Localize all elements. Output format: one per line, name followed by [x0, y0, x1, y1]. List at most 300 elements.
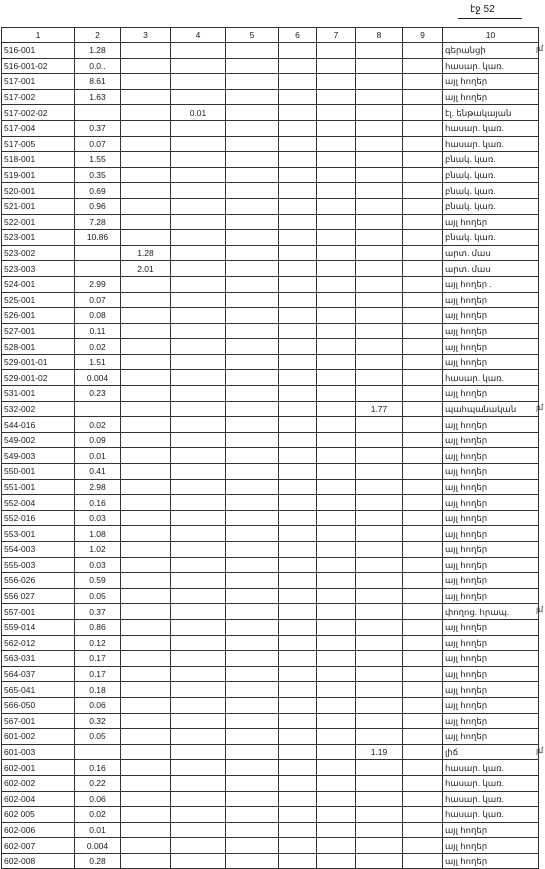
value-cell: [279, 775, 317, 791]
land-use-cell: այլ հողեր: [443, 651, 539, 667]
value-cell: [279, 74, 317, 90]
column-header: 9: [403, 28, 443, 43]
value-cell: 0.37: [75, 604, 121, 620]
table-row: [2, 791, 539, 807]
land-use-cell: այլ հողեր: [443, 822, 539, 838]
value-cell: [121, 198, 171, 214]
value-cell: [121, 136, 171, 152]
value-cell: [226, 697, 279, 713]
value-cell: 2.01: [121, 261, 171, 277]
value-cell: [171, 152, 226, 168]
margin-mark: յմ: [536, 44, 544, 53]
parcel-code-cell: 523-002: [2, 245, 75, 261]
header-row: [2, 28, 539, 43]
value-cell: [171, 729, 226, 745]
value-cell: [356, 510, 403, 526]
value-cell: 0.08: [75, 308, 121, 324]
land-use-cell: բնակ. կառ.: [443, 198, 539, 214]
value-cell: [226, 651, 279, 667]
value-cell: [226, 604, 279, 620]
value-cell: [279, 682, 317, 698]
parcel-code-cell: 556 027: [2, 588, 75, 604]
value-cell: [279, 136, 317, 152]
value-cell: [171, 292, 226, 308]
value-cell: [121, 791, 171, 807]
value-cell: [403, 635, 443, 651]
table-row: [2, 464, 539, 480]
value-cell: [226, 74, 279, 90]
land-use-cell: այլ հողեր: [443, 635, 539, 651]
parcel-code-cell: 602-007: [2, 838, 75, 854]
table-row: [2, 417, 539, 433]
value-cell: [403, 853, 443, 869]
value-cell: 0.09: [75, 432, 121, 448]
value-cell: [121, 152, 171, 168]
value-cell: [75, 744, 121, 760]
value-cell: [171, 214, 226, 230]
value-cell: [226, 120, 279, 136]
value-cell: [403, 729, 443, 745]
value-cell: [226, 308, 279, 324]
table-row: [2, 619, 539, 635]
parcel-code-cell: 563-031: [2, 651, 75, 667]
table-row: [2, 214, 539, 230]
value-cell: [317, 74, 356, 90]
value-cell: [279, 417, 317, 433]
value-cell: [356, 339, 403, 355]
value-cell: [403, 557, 443, 573]
land-use-cell: հասար. կառ.: [443, 58, 539, 74]
value-cell: [403, 43, 443, 59]
value-cell: [279, 791, 317, 807]
column-header: 5: [226, 28, 279, 43]
value-cell: 0.23: [75, 386, 121, 402]
value-cell: [356, 89, 403, 105]
value-cell: [317, 432, 356, 448]
value-cell: [279, 198, 317, 214]
value-cell: [356, 370, 403, 386]
value-cell: [226, 261, 279, 277]
value-cell: [171, 495, 226, 511]
value-cell: [279, 479, 317, 495]
page-number-underline: [458, 18, 522, 19]
value-cell: [171, 261, 226, 277]
value-cell: [356, 697, 403, 713]
land-use-cell: այլ հողեր: [443, 432, 539, 448]
value-cell: [356, 261, 403, 277]
land-use-cell: այլ հողեր: [443, 448, 539, 464]
table-row: [2, 105, 539, 121]
land-use-cell: այլ հողեր: [443, 838, 539, 854]
parcel-code-cell: 517-004: [2, 120, 75, 136]
value-cell: [317, 479, 356, 495]
value-cell: [226, 370, 279, 386]
parcel-code-cell: 525-001: [2, 292, 75, 308]
value-cell: [171, 479, 226, 495]
value-cell: [356, 386, 403, 402]
value-cell: [403, 261, 443, 277]
parcel-code-cell: 517-002-02: [2, 105, 75, 121]
value-cell: [356, 666, 403, 682]
parcel-code-cell: 529-001-02: [2, 370, 75, 386]
value-cell: [226, 198, 279, 214]
value-cell: 1.77: [356, 401, 403, 417]
column-header: 4: [171, 28, 226, 43]
value-cell: [226, 729, 279, 745]
value-cell: 0.16: [75, 760, 121, 776]
value-cell: [403, 58, 443, 74]
value-cell: [279, 510, 317, 526]
value-cell: [279, 370, 317, 386]
value-cell: 0.17: [75, 666, 121, 682]
value-cell: [317, 573, 356, 589]
value-cell: [403, 230, 443, 246]
value-cell: [403, 619, 443, 635]
table-row: [2, 635, 539, 651]
value-cell: [121, 292, 171, 308]
value-cell: [226, 635, 279, 651]
parcel-code-cell: 552-004: [2, 495, 75, 511]
table-row: [2, 308, 539, 324]
value-cell: [279, 526, 317, 542]
parcel-code-cell: 523-001: [2, 230, 75, 246]
column-header: 2: [75, 28, 121, 43]
value-cell: 8.61: [75, 74, 121, 90]
value-cell: [75, 261, 121, 277]
value-cell: [171, 588, 226, 604]
value-cell: [171, 89, 226, 105]
value-cell: [317, 791, 356, 807]
value-cell: [403, 417, 443, 433]
value-cell: [171, 58, 226, 74]
value-cell: [403, 697, 443, 713]
value-cell: [356, 167, 403, 183]
land-use-cell: այլ հողեր: [443, 588, 539, 604]
value-cell: [317, 230, 356, 246]
value-cell: [121, 713, 171, 729]
value-cell: [121, 339, 171, 355]
value-cell: [226, 136, 279, 152]
parcel-code-cell: 564-037: [2, 666, 75, 682]
land-use-cell: փողոց. հրապ.: [443, 604, 539, 620]
value-cell: [403, 807, 443, 823]
value-cell: [356, 822, 403, 838]
value-cell: [356, 588, 403, 604]
value-cell: [171, 666, 226, 682]
value-cell: [356, 136, 403, 152]
value-cell: [279, 183, 317, 199]
column-header: 7: [317, 28, 356, 43]
value-cell: [317, 152, 356, 168]
value-cell: [317, 323, 356, 339]
value-cell: [121, 853, 171, 869]
value-cell: [121, 604, 171, 620]
value-cell: [279, 432, 317, 448]
value-cell: [317, 89, 356, 105]
value-cell: [226, 43, 279, 59]
value-cell: 2.99: [75, 276, 121, 292]
value-cell: [403, 651, 443, 667]
table-row: [2, 853, 539, 869]
value-cell: [171, 339, 226, 355]
value-cell: 0.12: [75, 635, 121, 651]
value-cell: [121, 120, 171, 136]
value-cell: [403, 495, 443, 511]
value-cell: [317, 198, 356, 214]
table-row: [2, 542, 539, 558]
value-cell: 0.22: [75, 775, 121, 791]
value-cell: [317, 635, 356, 651]
value-cell: [356, 120, 403, 136]
value-cell: 2.98: [75, 479, 121, 495]
value-cell: [403, 510, 443, 526]
land-use-cell: այլ հողեր: [443, 417, 539, 433]
parcel-code-cell: 602 005: [2, 807, 75, 823]
parcel-code-cell: 565-041: [2, 682, 75, 698]
value-cell: [171, 230, 226, 246]
value-cell: [226, 230, 279, 246]
value-cell: 0.03: [75, 510, 121, 526]
value-cell: [171, 807, 226, 823]
value-cell: [171, 120, 226, 136]
parcel-code-cell: 532-002: [2, 401, 75, 417]
value-cell: 1.28: [121, 245, 171, 261]
value-cell: [356, 230, 403, 246]
table-row: [2, 167, 539, 183]
value-cell: [226, 448, 279, 464]
value-cell: [121, 401, 171, 417]
value-cell: [403, 542, 443, 558]
value-cell: [317, 713, 356, 729]
value-cell: [121, 74, 171, 90]
value-cell: [121, 386, 171, 402]
value-cell: 0.01: [75, 822, 121, 838]
value-cell: [403, 432, 443, 448]
value-cell: [75, 401, 121, 417]
land-use-cell: այլ հողեր: [443, 214, 539, 230]
value-cell: [317, 58, 356, 74]
value-cell: [171, 198, 226, 214]
table-row: [2, 198, 539, 214]
value-cell: [403, 198, 443, 214]
value-cell: [226, 167, 279, 183]
table-row: [2, 448, 539, 464]
value-cell: [403, 760, 443, 776]
value-cell: [279, 230, 317, 246]
value-cell: [171, 183, 226, 199]
value-cell: [317, 807, 356, 823]
value-cell: [279, 261, 317, 277]
value-cell: [121, 619, 171, 635]
value-cell: 0.37: [75, 120, 121, 136]
value-cell: [171, 573, 226, 589]
value-cell: [121, 838, 171, 854]
value-cell: [317, 308, 356, 324]
land-use-cell: արտ. մաս: [443, 245, 539, 261]
value-cell: [279, 167, 317, 183]
parcel-code-cell: 602-006: [2, 822, 75, 838]
value-cell: [403, 822, 443, 838]
value-cell: [226, 58, 279, 74]
table-row: [2, 245, 539, 261]
parcel-code-cell: 550-001: [2, 464, 75, 480]
value-cell: [171, 838, 226, 854]
value-cell: [403, 276, 443, 292]
land-use-cell: այլ հողեր: [443, 713, 539, 729]
value-cell: [121, 167, 171, 183]
table-row: [2, 136, 539, 152]
value-cell: [403, 838, 443, 854]
parcel-code-cell: 517-002: [2, 89, 75, 105]
land-use-cell: այլ հողեր: [443, 495, 539, 511]
value-cell: [121, 775, 171, 791]
value-cell: [403, 74, 443, 90]
value-cell: [279, 542, 317, 558]
value-cell: [317, 729, 356, 745]
value-cell: [403, 354, 443, 370]
value-cell: [121, 214, 171, 230]
value-cell: [121, 308, 171, 324]
land-use-cell: այլ հողեր: [443, 526, 539, 542]
value-cell: [403, 214, 443, 230]
value-cell: [317, 526, 356, 542]
value-cell: [356, 526, 403, 542]
parcel-code-cell: 602-008: [2, 853, 75, 869]
value-cell: [317, 588, 356, 604]
value-cell: [226, 760, 279, 776]
parcel-code-cell: 520-001: [2, 183, 75, 199]
value-cell: [279, 760, 317, 776]
value-cell: [279, 354, 317, 370]
table-row: [2, 557, 539, 573]
value-cell: [171, 136, 226, 152]
value-cell: [356, 276, 403, 292]
land-use-cell: հասար. կառ.: [443, 760, 539, 776]
value-cell: [356, 651, 403, 667]
table-row: [2, 651, 539, 667]
value-cell: [171, 526, 226, 542]
value-cell: [171, 448, 226, 464]
land-use-cell: հասար. կառ.: [443, 775, 539, 791]
land-use-cell: այլ հողեր: [443, 323, 539, 339]
land-use-cell: այլ հողեր: [443, 386, 539, 402]
table-row: [2, 370, 539, 386]
value-cell: [226, 323, 279, 339]
value-cell: [121, 526, 171, 542]
land-use-cell: այլ հողեր: [443, 510, 539, 526]
value-cell: [226, 464, 279, 480]
parcel-code-cell: 516-001: [2, 43, 75, 59]
parcel-code-cell: 602-002: [2, 775, 75, 791]
value-cell: [279, 308, 317, 324]
value-cell: [121, 464, 171, 480]
value-cell: [356, 604, 403, 620]
ledger-body: [2, 43, 539, 869]
value-cell: [121, 682, 171, 698]
value-cell: [121, 432, 171, 448]
land-use-cell: հասար. կառ.: [443, 807, 539, 823]
value-cell: [226, 791, 279, 807]
value-cell: 0.004: [75, 838, 121, 854]
value-cell: [171, 354, 226, 370]
value-cell: [121, 573, 171, 589]
value-cell: [226, 542, 279, 558]
parcel-code-cell: 531-001: [2, 386, 75, 402]
value-cell: [226, 183, 279, 199]
value-cell: [171, 542, 226, 558]
value-cell: [356, 542, 403, 558]
value-cell: [226, 276, 279, 292]
table-row: [2, 729, 539, 745]
value-cell: [356, 635, 403, 651]
value-cell: [171, 791, 226, 807]
value-cell: [403, 152, 443, 168]
value-cell: [279, 635, 317, 651]
value-cell: 0.86: [75, 619, 121, 635]
parcel-code-cell: 524-001: [2, 276, 75, 292]
land-use-cell: այլ հողեր: [443, 697, 539, 713]
value-cell: [356, 557, 403, 573]
value-cell: [356, 43, 403, 59]
parcel-code-cell: 544-016: [2, 417, 75, 433]
land-use-cell: այլ հողեր: [443, 557, 539, 573]
value-cell: [171, 167, 226, 183]
land-use-cell: այլ հողեր: [443, 308, 539, 324]
value-cell: [317, 386, 356, 402]
value-cell: 0.69: [75, 183, 121, 199]
value-cell: 0.05: [75, 588, 121, 604]
column-header: 3: [121, 28, 171, 43]
value-cell: [75, 105, 121, 121]
value-cell: [317, 760, 356, 776]
value-cell: [317, 651, 356, 667]
value-cell: [356, 448, 403, 464]
table-row: [2, 775, 539, 791]
parcel-code-cell: 555-003: [2, 557, 75, 573]
value-cell: [356, 713, 403, 729]
table-row: [2, 479, 539, 495]
value-cell: [171, 464, 226, 480]
value-cell: 1.08: [75, 526, 121, 542]
value-cell: [356, 432, 403, 448]
parcel-code-cell: 551-001: [2, 479, 75, 495]
value-cell: [317, 401, 356, 417]
value-cell: [317, 120, 356, 136]
value-cell: [226, 354, 279, 370]
value-cell: [279, 573, 317, 589]
value-cell: [356, 807, 403, 823]
parcel-code-cell: 554-003: [2, 542, 75, 558]
table-row: [2, 807, 539, 823]
value-cell: [171, 386, 226, 402]
value-cell: [317, 354, 356, 370]
value-cell: 0.0..: [75, 58, 121, 74]
parcel-code-cell: 522-001: [2, 214, 75, 230]
parcel-code-cell: 601-002: [2, 729, 75, 745]
value-cell: [121, 183, 171, 199]
value-cell: [403, 791, 443, 807]
land-use-cell: բնակ. կառ.: [443, 183, 539, 199]
value-cell: [403, 120, 443, 136]
parcel-code-cell: 567-001: [2, 713, 75, 729]
table-row: [2, 183, 539, 199]
margin-mark: յմ: [536, 403, 544, 412]
parcel-code-cell: 518-001: [2, 152, 75, 168]
value-cell: [121, 697, 171, 713]
value-cell: [403, 401, 443, 417]
value-cell: [317, 276, 356, 292]
table-row: [2, 666, 539, 682]
